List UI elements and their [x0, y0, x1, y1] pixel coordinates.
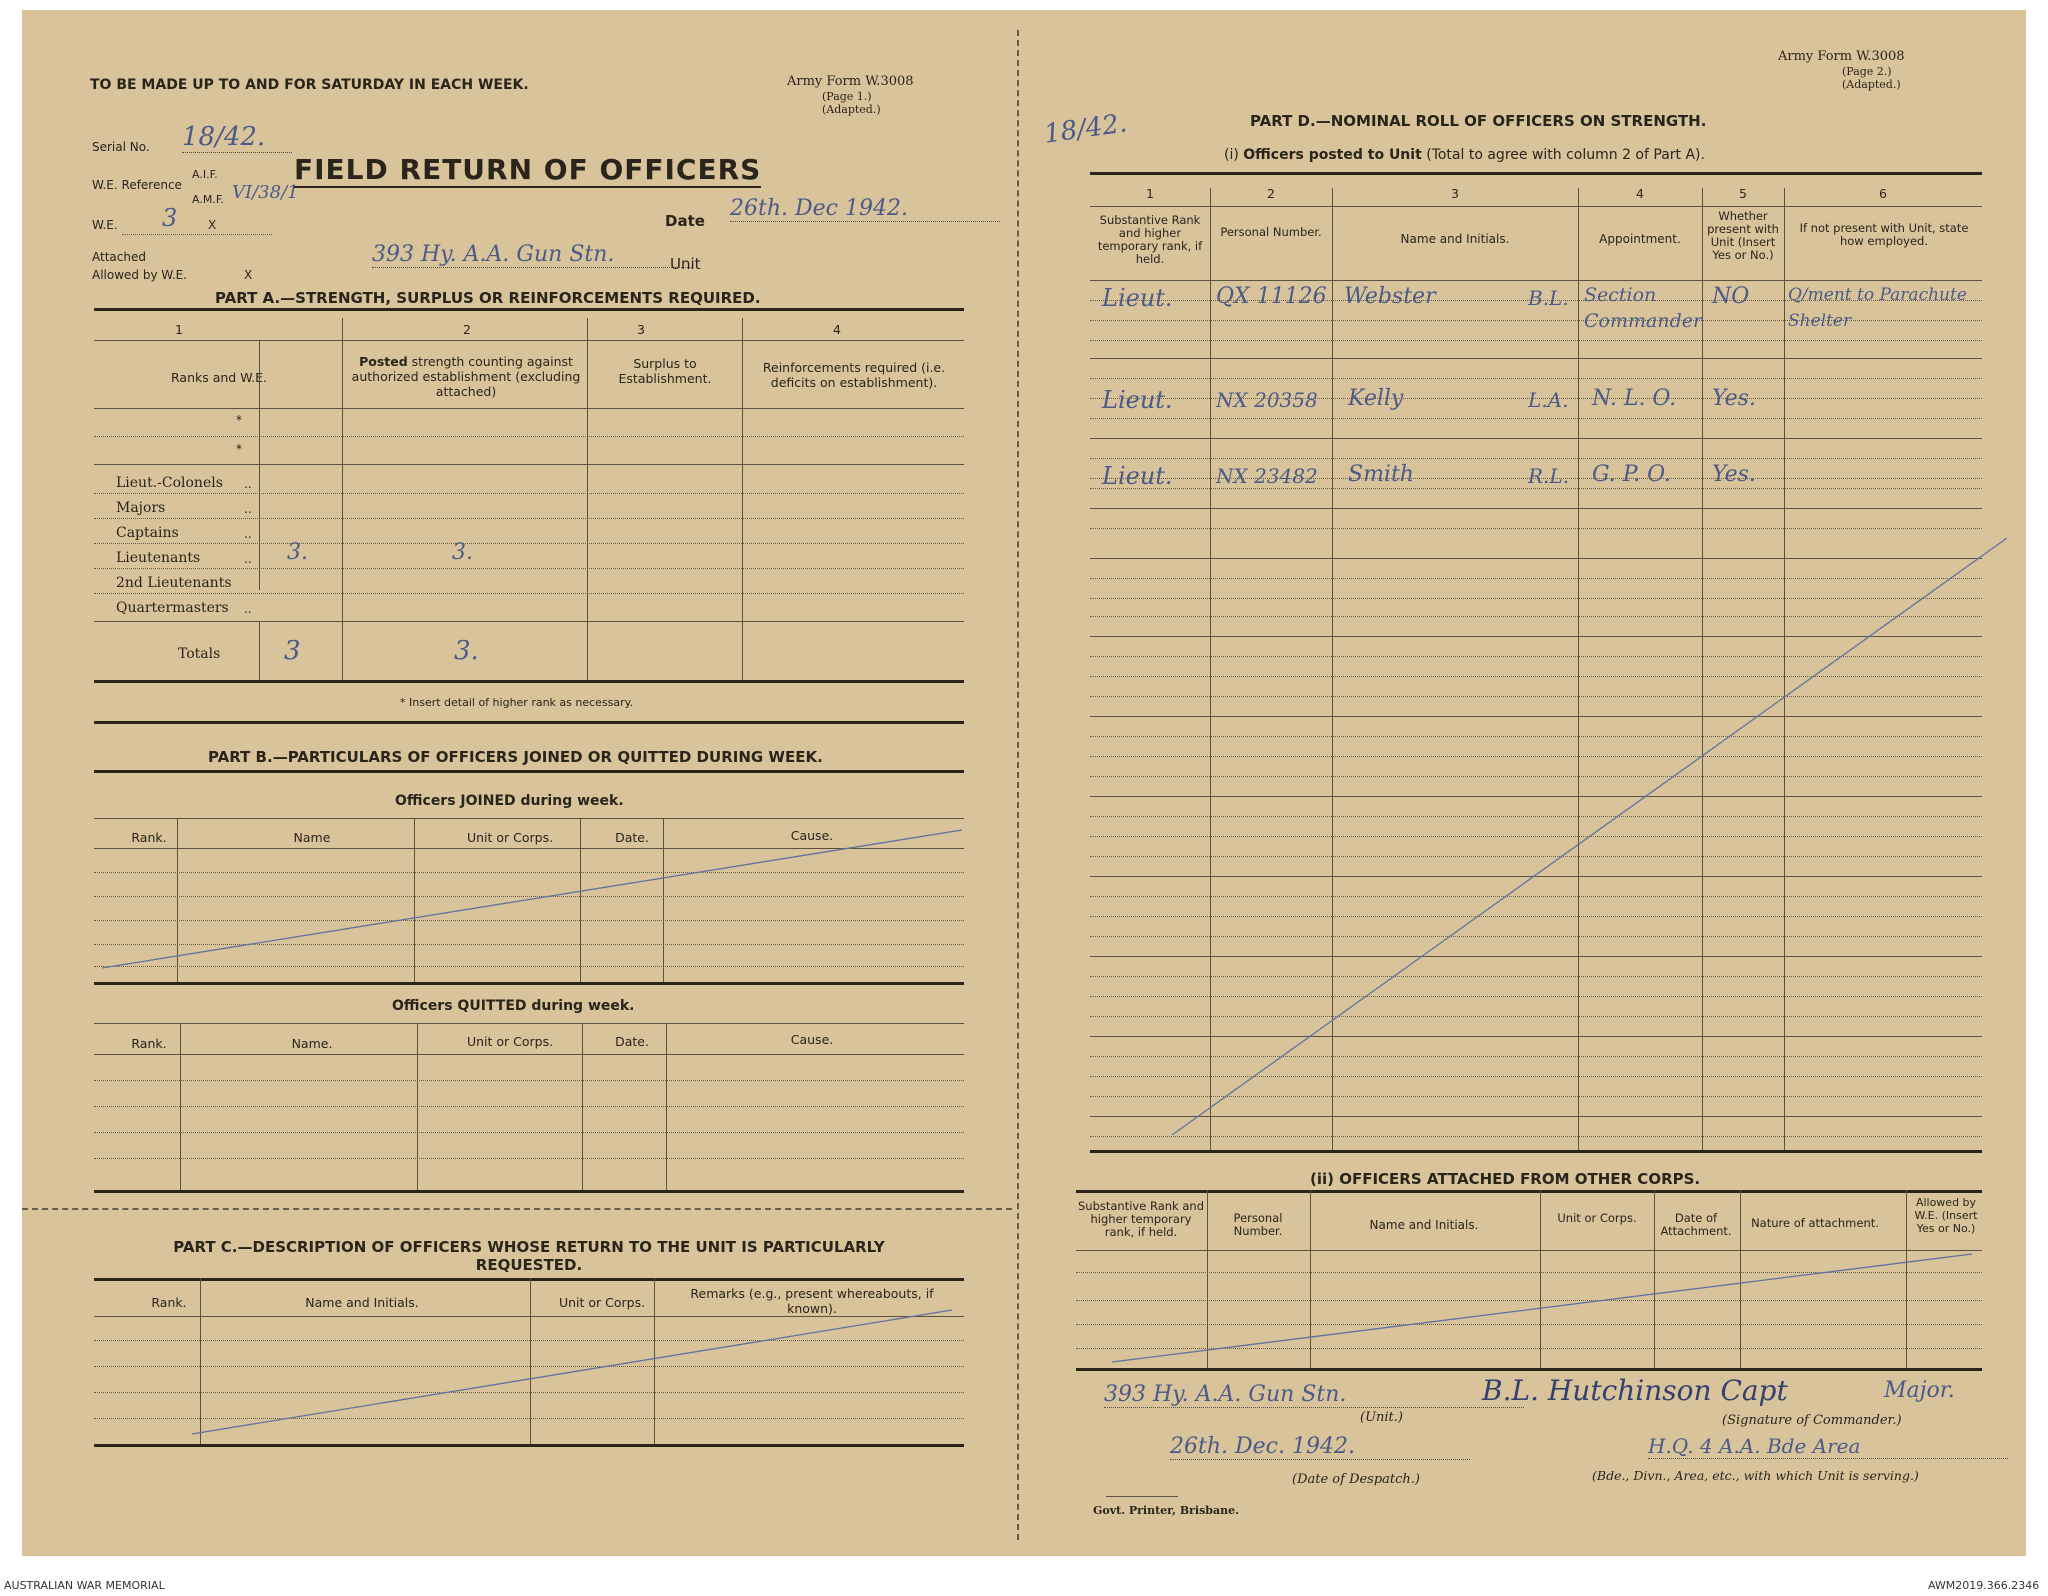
totals-posted: 3.: [454, 636, 479, 666]
date-value: 26th. Dec 1942.: [730, 196, 1000, 222]
joined-col-unit: Unit or Corps.: [466, 830, 554, 845]
entry-2-initials: L.A.: [1528, 388, 1569, 412]
entry-1-present: NO: [1712, 284, 1750, 309]
part-d-col-present: Whether present with Unit (Insert Yes or No.): [1707, 209, 1779, 262]
star-marker: *: [236, 442, 242, 456]
part-a-col4-header: Reinforcements required (i.e. deficits on establishment).: [762, 360, 946, 390]
rank-lieut-colonels: Lieut.-Colonels: [116, 475, 223, 491]
attached-label: Attached: [92, 250, 146, 264]
entry-2-appointment: N. L. O.: [1592, 386, 1677, 411]
col-number: 2: [1267, 186, 1275, 201]
commander-signature: B.L. Hutchinson Capt: [1482, 1374, 1788, 1407]
form-title: FIELD RETURN OF OFFICERS: [294, 153, 762, 186]
we-x: X: [208, 218, 217, 232]
quitted-col-cause: Cause.: [790, 1032, 834, 1047]
part-a-footnote: * Insert detail of higher rank as necessary.: [400, 696, 634, 709]
entry-2-number: NX 20358: [1216, 388, 1318, 412]
despatch-date-handwritten: 26th. Dec. 1942.: [1170, 1434, 1470, 1460]
signature-label: (Signature of Commander.): [1722, 1413, 1902, 1428]
document-sheet: [22, 10, 2026, 1556]
joined-col-cause: Cause.: [790, 828, 834, 843]
form-page-right: (Page 2.): [1842, 65, 1892, 78]
attached-col-name: Name and Initials.: [1369, 1218, 1479, 1232]
leader-dots: ..: [244, 602, 252, 616]
entry-3-appointment: G. P. O.: [1592, 462, 1671, 487]
attached-col-nature: Nature of attachment.: [1751, 1216, 1879, 1230]
allowed-value: X: [244, 268, 253, 282]
attached-col-number: Personal Number.: [1233, 1211, 1283, 1238]
unit-handwritten: 393 Hy. A.A. Gun Stn.: [1104, 1382, 1524, 1408]
part-a-col1-header: Ranks and W.E.: [171, 370, 267, 385]
despatch-label: (Date of Despatch.): [1292, 1472, 1421, 1487]
part-d-col-number: Personal Number.: [1220, 225, 1322, 239]
formation-handwritten: H.Q. 4 A.A. Bde Area: [1648, 1434, 2008, 1459]
we-label: W.E.: [92, 218, 118, 232]
page-two: [1022, 10, 2026, 1556]
serial-handwritten: 18/42.: [1042, 108, 1129, 150]
form-adapted-right: (Adapted.): [1842, 78, 1901, 91]
part-d-col-rank: Substantive Rank and higher temporary rank, if held.: [1097, 213, 1203, 266]
col-number: 2: [463, 322, 471, 337]
col-number: 6: [1879, 186, 1887, 201]
attached-col-allowed: Allowed by W.E. (Insert Yes or No.): [1914, 1196, 1978, 1235]
col-number: 4: [833, 322, 841, 337]
part-d-col-employed: If not present with Unit, state how employed.: [1799, 221, 1969, 248]
part-c-col-rank: Rank.: [151, 1295, 187, 1310]
star-marker: *: [236, 413, 242, 427]
leader-dots: ..: [244, 552, 252, 566]
quitted-col-unit: Unit or Corps.: [466, 1034, 554, 1049]
entry-3-rank: Lieut.: [1102, 462, 1173, 490]
leader-dots: ..: [244, 477, 252, 491]
entry-1-number: QX 11126: [1216, 284, 1327, 309]
lieutenants-posted: 3.: [452, 540, 473, 565]
we-reference-label: W.E. Reference: [92, 178, 182, 192]
joined-col-rank: Rank.: [131, 830, 167, 845]
entry-3-name: Smith: [1348, 462, 1414, 487]
quitted-col-date: Date.: [615, 1034, 649, 1049]
part-d-sub-i: (i) Officers posted to Unit (Total to agree with column 2 of Part A).: [1224, 147, 1705, 163]
part-d-sub-ii-heading: (ii) OFFICERS ATTACHED FROM OTHER CORPS.: [1310, 1170, 1701, 1188]
part-c-col-remarks: Remarks (e.g., present whereabouts, if known).: [690, 1286, 934, 1316]
amf-value: VI/38/1: [232, 182, 299, 203]
col-number: 4: [1636, 186, 1644, 201]
entry-2-name: Kelly: [1348, 386, 1404, 411]
part-d-col-name: Name and Initials.: [1400, 232, 1510, 246]
weekly-instruction: TO BE MADE UP TO AND FOR SATURDAY IN EACH WEEK.: [90, 77, 529, 93]
entry-2-present: Yes.: [1712, 386, 1756, 411]
part-a-heading: PART A.—STRENGTH, SURPLUS OR REINFORCEMENTS REQUIRED.: [215, 289, 761, 307]
attached-col-rank: Substantive Rank and higher temporary rank, if held.: [1078, 1199, 1204, 1239]
part-c-heading: PART C.—DESCRIPTION OF OFFICERS WHOSE RETURN TO THE UNIT IS PARTICULARLY REQUESTED.: [173, 1238, 885, 1274]
unit-label: Unit: [670, 255, 701, 273]
archive-name: AUSTRALIAN WAR MEMORIAL: [4, 1579, 165, 1592]
archive-footer: [0, 1575, 2048, 1596]
printer-credit: Govt. Printer, Brisbane.: [1093, 1504, 1239, 1517]
entry-1-initials: B.L.: [1528, 286, 1569, 310]
fold-line: [1017, 30, 1019, 1540]
col-number: 5: [1739, 186, 1747, 201]
joined-col-name: Name: [293, 830, 331, 845]
page-one: [22, 10, 1012, 1556]
part-b-heading: PART B.—PARTICULARS OF OFFICERS JOINED OR QUITTED DURING WEEK.: [208, 748, 823, 766]
attached-col-date: Date of Attachment.: [1660, 1211, 1732, 1238]
form-adapted: (Adapted.): [822, 103, 881, 116]
formation-label: (Bde., Divn., Area, etc., with which Unit is serving.): [1592, 1468, 1919, 1483]
form-id: Army Form W.3008: [787, 74, 914, 89]
joined-col-date: Date.: [615, 830, 649, 845]
entry-1-name: Webster: [1344, 284, 1436, 309]
cross-out-strokes: [1022, 10, 2026, 1556]
serial-value: 18/42.: [182, 122, 292, 153]
quitted-heading: Officers QUITTED during week.: [392, 998, 635, 1014]
joined-heading: Officers JOINED during week.: [395, 793, 624, 809]
allowed-label: Allowed by W.E.: [92, 268, 188, 282]
entry-3-number: NX 23482: [1216, 464, 1318, 488]
part-d-col-appointment: Appointment.: [1599, 232, 1681, 246]
part-a-col3-header: Surplus to Establishment.: [618, 356, 712, 386]
rank-captains: Captains: [116, 525, 179, 541]
rank-lieutenants: Lieutenants: [116, 550, 201, 566]
part-c-col-name: Name and Initials.: [305, 1295, 419, 1310]
col-number: 1: [175, 322, 183, 337]
we-value: 3: [162, 204, 178, 232]
serial-label: Serial No.: [92, 140, 150, 154]
form-id-right: Army Form W.3008: [1778, 49, 1905, 64]
unit-label-right: (Unit.): [1360, 1410, 1403, 1425]
totals-label: Totals: [178, 646, 221, 662]
entry-1-employed: Q/ment to Parachute Shelter: [1788, 285, 1967, 331]
entry-3-present: Yes.: [1712, 462, 1756, 487]
entry-1-rank: Lieut.: [1102, 284, 1173, 312]
archive-accession: AWM2019.366.2346: [1928, 1579, 2040, 1592]
col-number: 3: [637, 322, 645, 337]
leader-dots: ..: [244, 527, 252, 541]
rank-majors: Majors: [116, 500, 166, 516]
part-d-heading: PART D.—NOMINAL ROLL OF OFFICERS ON STRENGTH.: [1250, 112, 1707, 130]
amf-label: A.M.F.: [192, 193, 224, 206]
col-number: 3: [1451, 186, 1459, 201]
rank-quartermasters: Quartermasters: [116, 600, 229, 616]
entry-1-appointment: Section Commander: [1584, 284, 1703, 332]
attached-col-unit: Unit or Corps.: [1557, 1211, 1637, 1225]
form-page: (Page 1.): [822, 90, 872, 103]
aif-label: A.I.F.: [192, 168, 218, 181]
part-c-col-unit: Unit or Corps.: [558, 1295, 646, 1310]
lieutenants-we: 3.: [287, 540, 308, 565]
quitted-col-name: Name.: [291, 1036, 333, 1051]
cross-out-strokes: [22, 10, 1012, 1556]
col-number: 1: [1146, 186, 1154, 201]
entry-2-rank: Lieut.: [1102, 386, 1173, 414]
totals-we: 3: [284, 636, 301, 666]
part-a-col2-header: Posted strength counting against authorized establishment (excluding attached): [351, 354, 581, 399]
signature-rank: Major.: [1884, 1378, 1955, 1403]
date-label: Date: [665, 212, 705, 230]
quitted-col-rank: Rank.: [131, 1036, 167, 1051]
entry-3-initials: R.L.: [1528, 464, 1570, 488]
leader-dots: ..: [244, 502, 252, 516]
unit-value: 393 Hy. A.A. Gun Stn.: [372, 242, 692, 268]
rank-2nd-lieutenants: 2nd Lieutenants: [116, 575, 232, 591]
